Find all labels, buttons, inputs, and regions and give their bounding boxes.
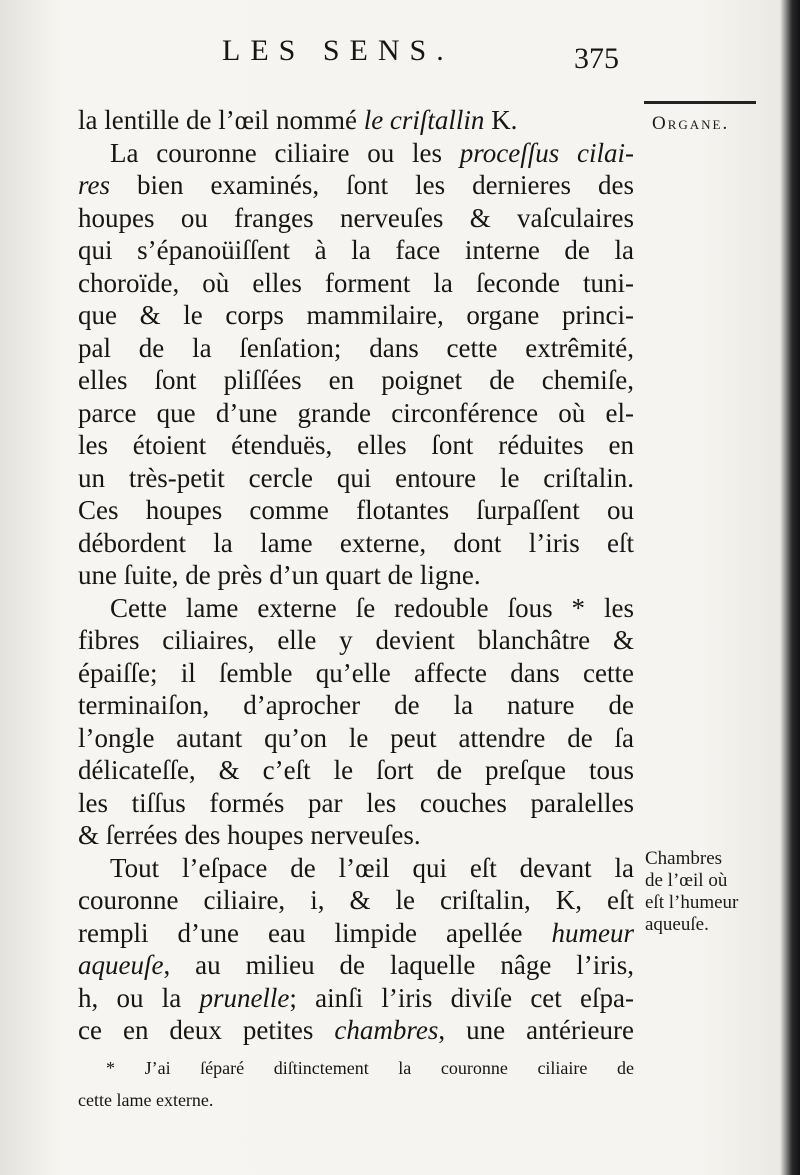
running-head: LES SENS.	[222, 34, 454, 67]
text-run: , au milieu de laquelle nâge l’iris,	[163, 950, 634, 980]
text-line	[78, 559, 634, 592]
text-run: l’ongle autant qu’on le peut attendre de ſa	[78, 722, 634, 753]
text-run: ce en deux petites	[78, 1015, 335, 1045]
text-run: Tout l’eſpace de l’œil qui eſt devant la	[110, 852, 634, 883]
margin-note-line: eſt l’humeur	[645, 892, 739, 913]
margin-note-organe: Organe.	[652, 113, 730, 134]
text-line	[78, 137, 634, 170]
text-line	[78, 332, 634, 365]
text-run: & ſerrées des houpes nerveuſes.	[78, 820, 421, 850]
text-run: Cette lame externe ſe redouble ſous * les	[110, 592, 634, 623]
text-run: terminaiſon, d’aprocher de la nature de	[78, 690, 634, 720]
text-line	[78, 169, 634, 202]
text-run: fibres ciliaires, elle y devient blanchâtre &	[78, 625, 634, 655]
body-text	[78, 104, 634, 1047]
text-run: elles ſont pliſſées en poignet de chemiſe,	[78, 365, 634, 395]
text-line	[78, 787, 634, 820]
text-line	[78, 949, 634, 982]
text-line	[78, 462, 634, 495]
text-run: qui s’épanoüiſſent à la face interne de la	[78, 235, 634, 265]
text-line	[78, 982, 634, 1015]
text-run: la lentille de l’œil nommé	[78, 105, 364, 135]
text-line	[78, 1014, 634, 1047]
text-line	[78, 852, 634, 885]
text-run: ; ainſi l’iris diviſe cet eſpa-	[289, 982, 634, 1013]
text-line	[78, 234, 634, 267]
text-run: K.	[484, 105, 518, 135]
margin-rule	[644, 101, 756, 104]
italic-run: proceſſus cilai-	[459, 137, 634, 168]
text-line	[78, 657, 634, 690]
text-line	[78, 884, 634, 917]
text-line	[78, 689, 634, 722]
text-line	[78, 754, 634, 787]
text-line	[78, 397, 634, 430]
text-run: les étoient étenduës, elles ſont réduites en	[78, 430, 634, 460]
text-run: rempli d’une eau limpide apellée	[78, 917, 552, 948]
italic-run: le criſtallin	[363, 105, 485, 135]
italic-run: aqueuſe	[78, 950, 164, 980]
text-run: une ſuite, de près d’un quart de ligne.	[78, 560, 481, 590]
text-line	[78, 819, 634, 852]
page-number: 375	[574, 42, 619, 75]
text-line	[78, 624, 634, 657]
text-run: que & le corps mammilaire, organe princi-	[78, 300, 634, 330]
text-run: pal de la ſenſation; dans cette extrêmité,	[78, 332, 634, 363]
italic-run: prunelle	[199, 982, 290, 1013]
text-run: débordent la lame externe, dont l’iris eſt	[78, 527, 634, 558]
footnote-line: * J’ai ſéparé diſtinctement la couronne ciliaire de	[106, 1058, 634, 1078]
text-run: Ces houpes comme flotantes ſurpaſſent ou	[78, 495, 634, 525]
text-run: h, ou la	[78, 982, 200, 1013]
text-line	[78, 592, 634, 625]
text-run: houpes ou franges nerveuſes & vaſculaires	[78, 202, 634, 233]
page-header	[0, 34, 800, 74]
text-line	[78, 527, 634, 560]
text-line	[78, 202, 634, 235]
text-line	[78, 267, 634, 300]
text-run: couronne ciliaire, i, & le criſtalin, K, eſt	[78, 885, 634, 915]
text-line	[78, 364, 634, 397]
text-line	[78, 722, 634, 755]
italic-run: chambres	[334, 1015, 439, 1045]
italic-run: res	[78, 170, 110, 200]
text-run: La couronne ciliaire ou les	[110, 137, 460, 168]
italic-run: humeur	[551, 917, 634, 948]
text-run: , une antérieure	[438, 1015, 634, 1045]
text-line	[78, 299, 634, 332]
text-line	[78, 104, 634, 137]
text-run: parce que d’une grande circonférence où el-	[78, 397, 634, 428]
text-run: les tiſſus formés par les couches paralelles	[78, 787, 634, 818]
text-line	[78, 917, 634, 950]
footnote	[78, 1052, 634, 1116]
footnote-line: cette lame externe.	[78, 1090, 214, 1110]
text-run: choroïde, où elles forment la ſeconde tuni-	[78, 267, 634, 298]
text-line	[78, 494, 634, 527]
text-run: un très-petit cercle qui entoure le criſtalin.	[78, 462, 634, 493]
margin-note-line: de l’œil où	[645, 870, 728, 891]
margin-note-line: aqueuſe.	[645, 914, 709, 935]
text-run: épaiſſe; il ſemble qu’elle affecte dans cette	[78, 657, 634, 688]
text-run: délicateſſe, & c’eſt le ſort de preſque tous	[78, 755, 634, 785]
text-line	[78, 429, 634, 462]
margin-note-line: Chambres	[645, 848, 723, 869]
text-run: bien examinés, ſont les dernieres des	[110, 170, 634, 200]
margin-note-chambres	[645, 848, 770, 936]
